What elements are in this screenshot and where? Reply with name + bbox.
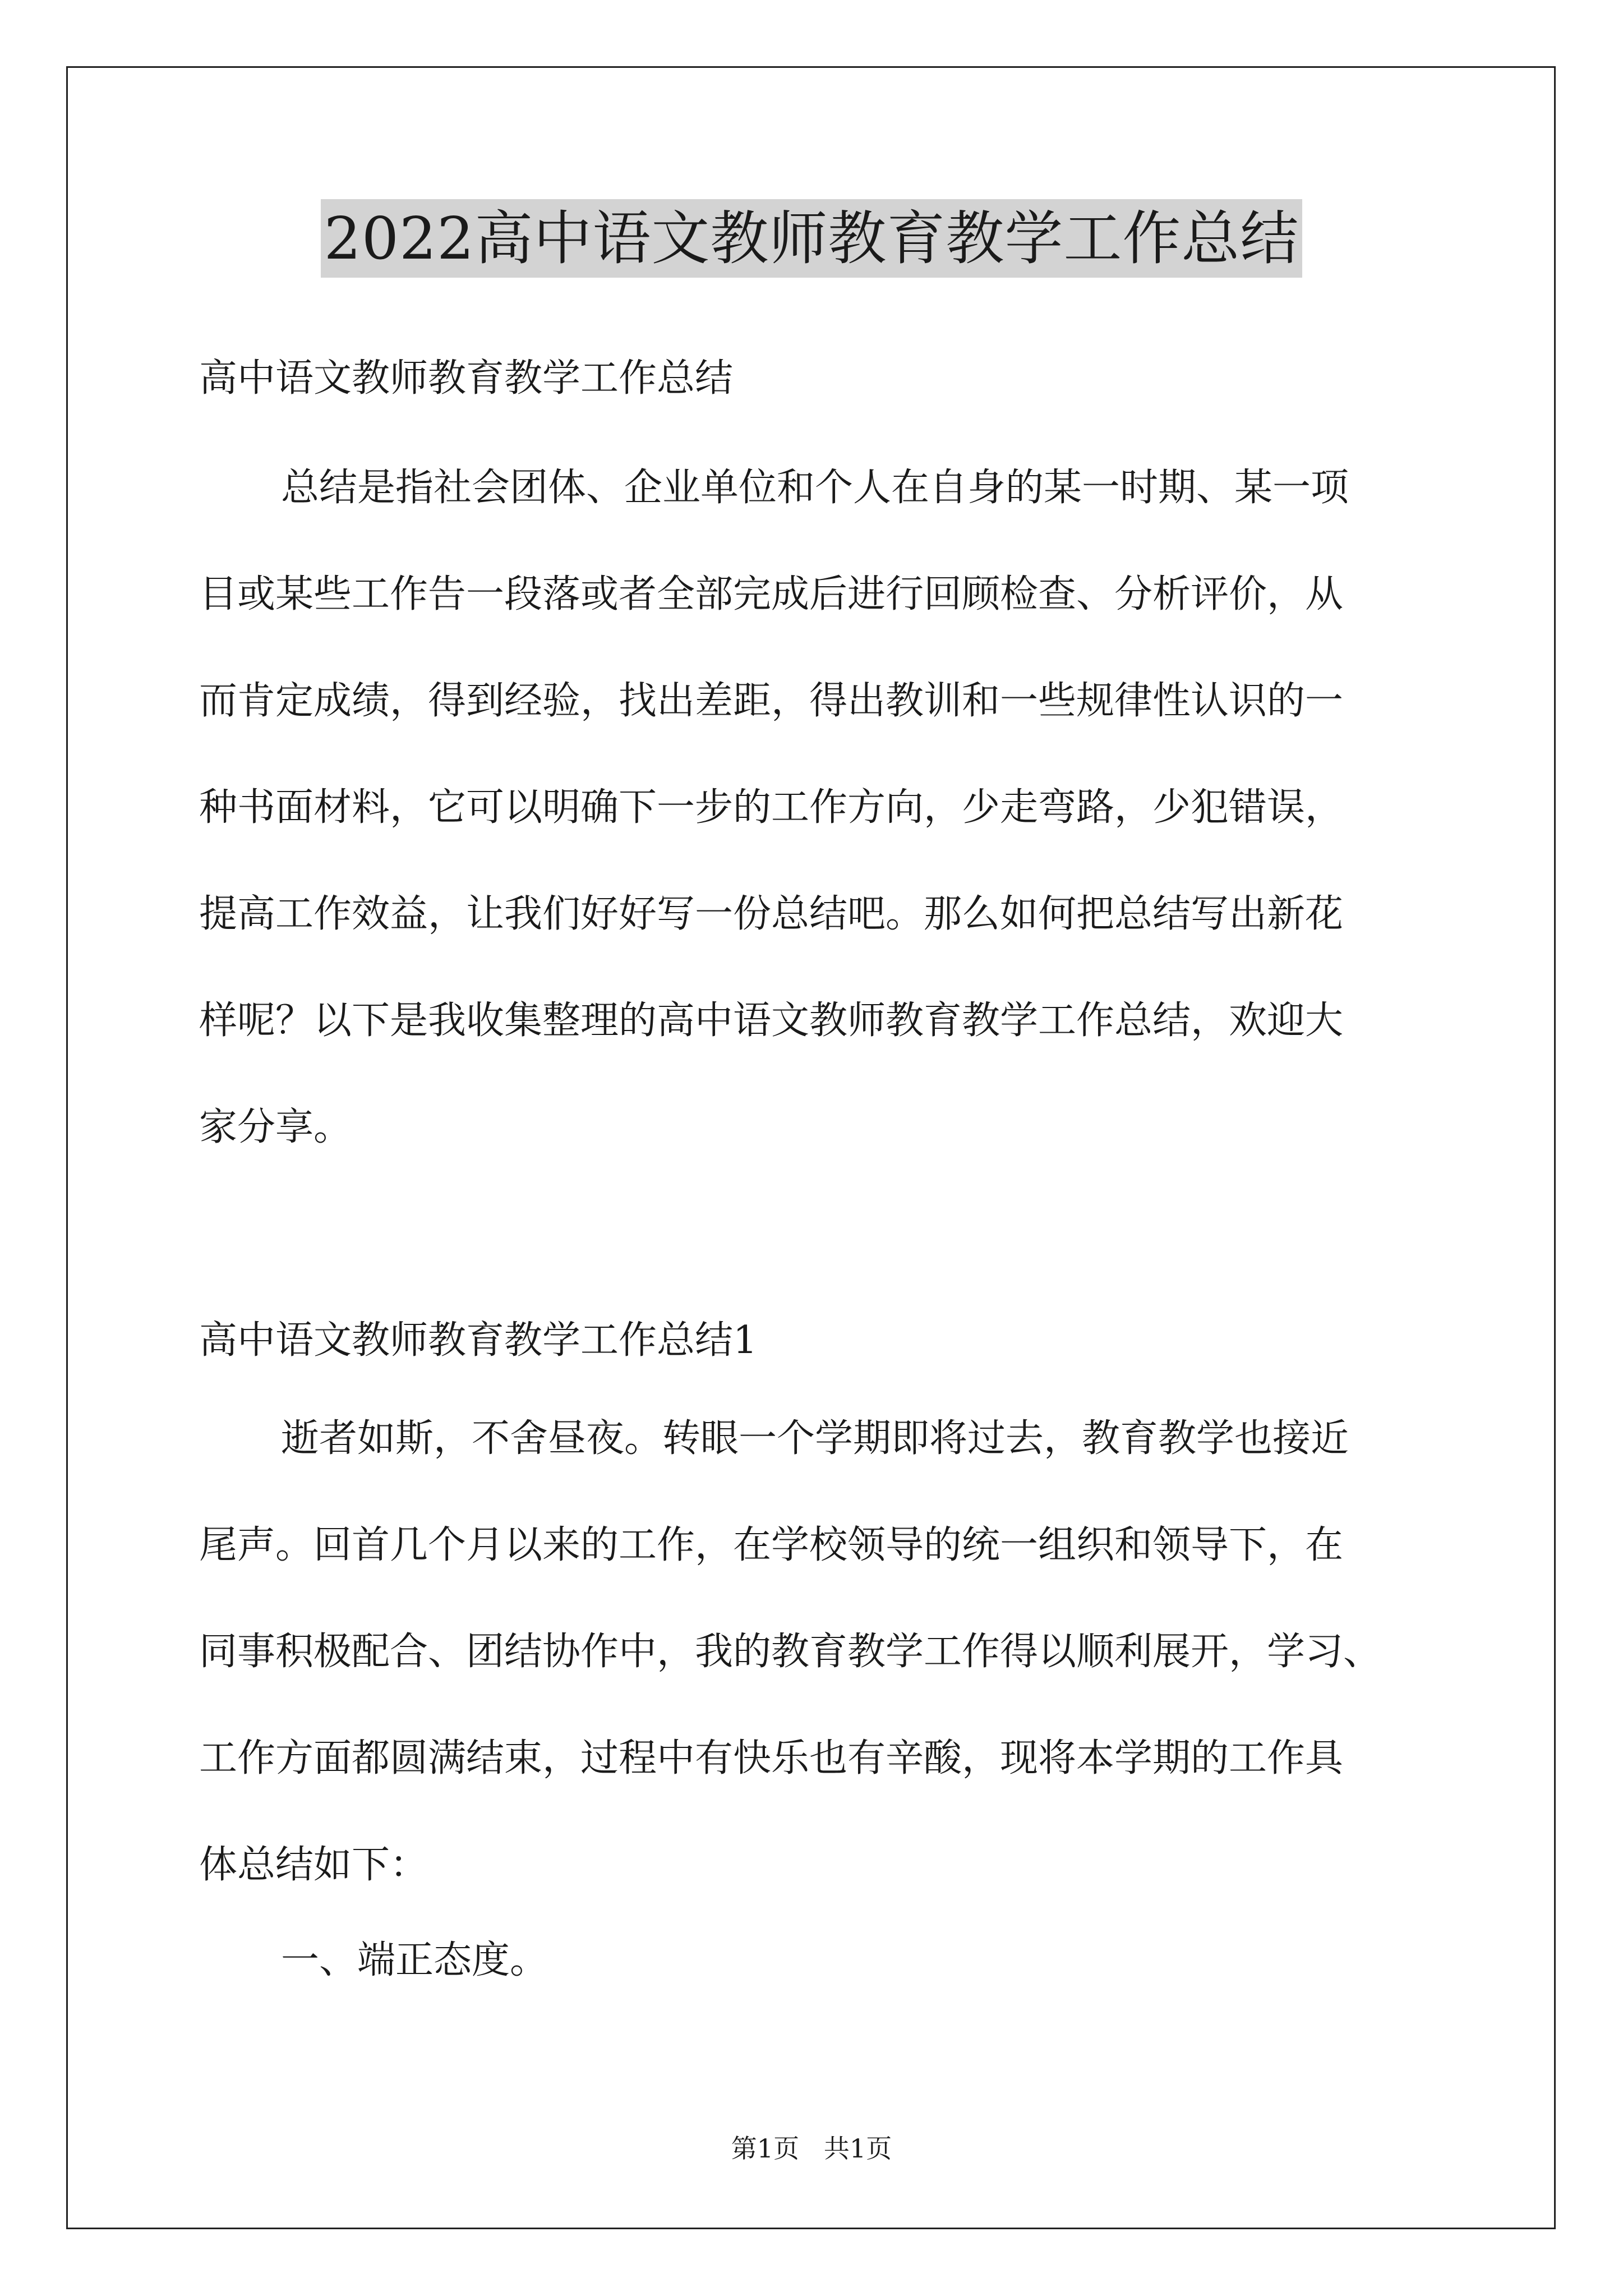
section-paragraph — [199, 1386, 1472, 1918]
section-heading: 高中语文教师教育教学工作总结1 — [199, 1318, 758, 1363]
intro-line: 样呢？以下是我收集整理的高中语文教师教育教学工作总结，欢迎大 — [199, 999, 1344, 1043]
section-line: 尾声。回首几个月以来的工作，在学校领导的统一组织和领导下，在 — [199, 1523, 1344, 1567]
page-footer: 第1页 共1页 — [731, 2133, 892, 2164]
section-heading-block — [199, 1287, 1472, 1394]
intro-line: 提高工作效益，让我们好好写一份总结吧。那么如何把总结写出新花 — [199, 892, 1344, 936]
intro-line: 种书面材料，它可以明确下一步的工作方向，少走弯路，少犯错误， — [199, 785, 1344, 830]
document-subtitle: 高中语文教师教育教学工作总结 — [199, 356, 734, 401]
document-subtitle-block — [199, 325, 1472, 432]
title-area — [0, 199, 1623, 278]
section-line: 体总结如下： — [199, 1843, 428, 1887]
item-heading-block — [199, 1907, 1472, 2014]
intro-line: 目或某些工作告一段落或者全部完成后进行回顾检查、分析评价，从 — [199, 572, 1344, 616]
document-title: 2022高中语文教师教育教学工作总结 — [321, 199, 1303, 278]
section-line: 工作方面都圆满结束，过程中有快乐也有辛酸，现将本学期的工作具 — [199, 1736, 1344, 1780]
intro-line: 家分享。 — [199, 1105, 352, 1149]
item-heading: 一、端正态度。 — [281, 1938, 548, 1982]
intro-line: 而肯定成绩，得到经验，找出差距，得出教训和一些规律性认识的一 — [199, 679, 1344, 723]
intro-paragraph — [199, 435, 1472, 1181]
section-line: 逝者如斯，不舍昼夜。转眼一个学期即将过去，教育教学也接近 — [281, 1416, 1349, 1461]
section-line: 同事积极配合、团结协作中，我的教育教学工作得以顺利展开，学习、 — [199, 1630, 1382, 1674]
intro-line: 总结是指社会团体、企业单位和个人在自身的某一时期、某一项 — [281, 466, 1349, 510]
